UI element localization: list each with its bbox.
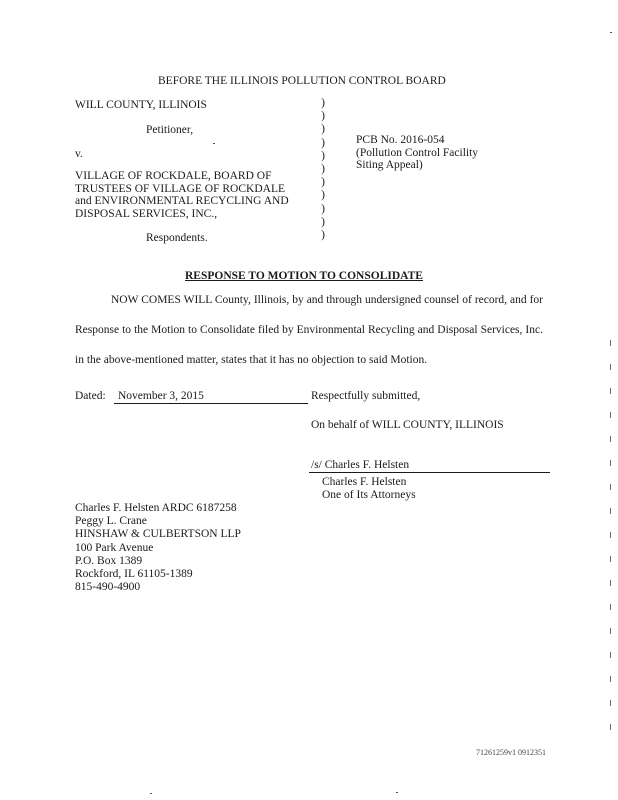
respondent-line: TRUSTEES OF VILLAGE OF ROCKDALE [75,182,285,195]
respondents-block [75,170,289,220]
case-type-line: (Pollution Control Facility [356,146,479,159]
scan-speck [610,32,612,33]
versus: v. [75,148,83,160]
board-title: BEFORE THE ILLINOIS POLLUTION CONTROL BOARD [158,75,446,87]
signature-line [309,472,550,473]
body-paragraph: NOW COMES WILL County, Illinois, by and through undersigned counsel of record, and for Response to the Motion to Consolidate filed by Environmental Recycling and Disposal Services, Inc. in the above-mentioned matter, states that it has no objection to said Motion. [75,294,543,366]
document-heading: RESPONSE TO MOTION TO CONSOLIDATE [185,270,423,282]
dated-label: Dated: [75,390,106,402]
scan-speck [150,793,152,794]
counsel-block [75,502,241,594]
scan-speck [396,792,398,793]
counsel-line: Charles F. Helsten ARDC 6187258 [75,502,237,514]
scan-speck [213,143,215,144]
counsel-line: 100 Park Avenue [75,541,154,554]
signature: /s/ Charles F. Helsten [311,459,410,471]
case-number: PCB No. 2016-054 [356,134,445,146]
respondent-line: DISPOSAL SERVICES, INC., [75,207,218,220]
case-type-line: Siting Appeal) [356,159,423,171]
counsel-line: P.O. Box 1389 [75,554,143,567]
signer-title: One of Its Attorneys [322,489,416,501]
dated-value: November 3, 2015 [114,389,308,404]
respondent-line: and ENVIRONMENTAL RECYCLING AND [75,195,289,207]
signer-name: Charles F. Helsten [322,476,407,488]
respondent-role: Respondents. [146,232,208,244]
counsel-line: Rockford, IL 61105-1389 [75,568,193,581]
document-id: 71261259v1 0912351 [476,748,546,757]
caption-left [75,98,207,112]
petitioner-role: Petitioner, [146,124,194,136]
scan-margin-marks [608,340,614,748]
on-behalf-of: On behalf of WILL COUNTY, ILLINOIS [311,419,504,431]
case-info [356,134,478,172]
respectfully-submitted: Respectfully submitted, [311,390,421,402]
petitioner-name: WILL COUNTY, ILLINOIS [75,99,207,111]
counsel-line: HINSHAW & CULBERTSON LLP [75,528,241,541]
counsel-line: Peggy L. Crane [75,515,147,528]
counsel-line: 815-490-4900 [75,581,141,594]
caption-parentheses: ) ) ) ) ) ) ) ) ) ) ) [321,97,325,242]
respondent-line: VILLAGE OF ROCKDALE, BOARD OF [75,170,272,182]
